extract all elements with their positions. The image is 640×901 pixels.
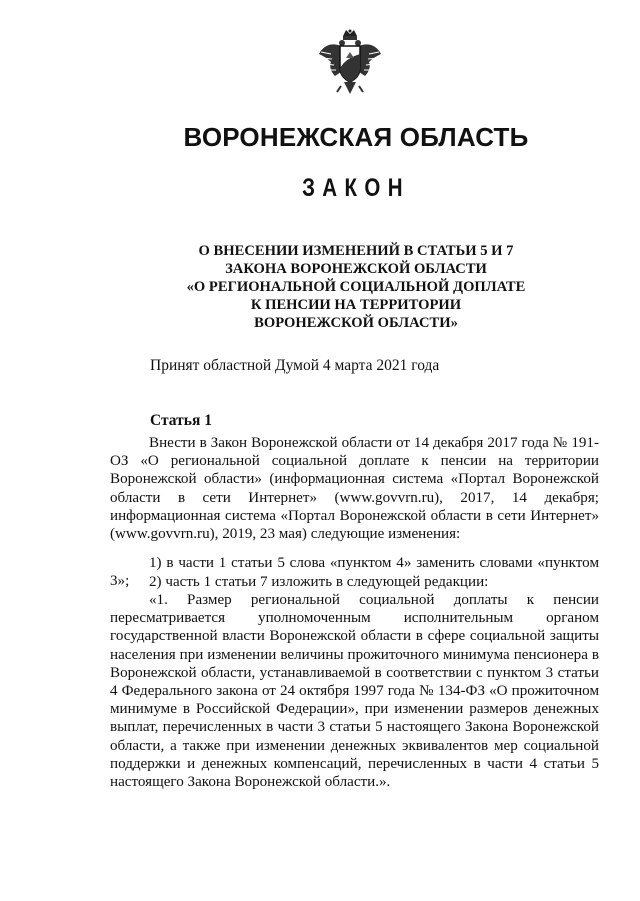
amendment-item: 2) часть 1 статьи 7 изложить в следующей редакции: [149,574,489,590]
title-line: ВОРОНЕЖСКОЙ ОБЛАСТИ» [254,315,458,331]
title-line: «О РЕГИОНАЛЬНОЙ СОЦИАЛЬНОЙ ДОПЛАТЕ [186,279,526,295]
document-type: ЗАКОН [302,174,410,202]
amended-text: «1. Размер региональной социальной доплаты к пенсии пересматривается уполномоченным исполнительным органом государственной власти Воронежской области в сфере социальной защиты населения при изменении величины прожиточного минимума пенсионера в Воронежской области, устанавливаемой в соответствии с пунктом 3 статьи 4 Федерального закона от 24 октября 1997 года № 134-ФЗ «О прожиточном минимуме в Российской Федерации», при изменении размеров денежных выплат, перечисленных в части 3 статьи 5 настоящего Закона Воронежской области, а также при изменении денежных эквивалентов мер социальной поддержки и денежных компенсаций, перечисленных в части 4 статьи 5 настоящего Закона Воронежской области.». [110,592,599,791]
title-line: О ВНЕСЕНИИ ИЗМЕНЕНИЙ В СТАТЬИ 5 И 7 [198,243,514,259]
law-title [0,242,640,332]
article-heading: Статья 1 [150,412,212,429]
article-paragraph: Внести в Закон Воронежской области от 14 декабря 2017 года № 191-ОЗ «О региональной социальной доплате к пенсии на территории Воронежской области» (информационная система «Портал Воронежской области в сети Интернет» (www.govvrn.ru), 2017, 14 декабря; информационная система «Портал Воронежской области в сети Интернет» (www.govvrn.ru), 2019, 23 мая) следующие изменения: [110,435,599,543]
title-line: К ПЕНСИИ НА ТЕРРИТОРИИ [250,297,462,313]
region-name: ВОРОНЕЖСКАЯ ОБЛАСТЬ [183,122,529,152]
title-line: ЗАКОНА ВОРОНЕЖСКОЙ ОБЛАСТИ [225,261,487,277]
voronezh-coat-of-arms-icon [317,28,383,100]
adoption-date: Принят областной Думой 4 марта 2021 года [150,357,440,374]
amendment-item: 1) в части 1 статьи 5 слова «пунктом 4» заменить словами «пунктом 3»; [110,555,599,590]
